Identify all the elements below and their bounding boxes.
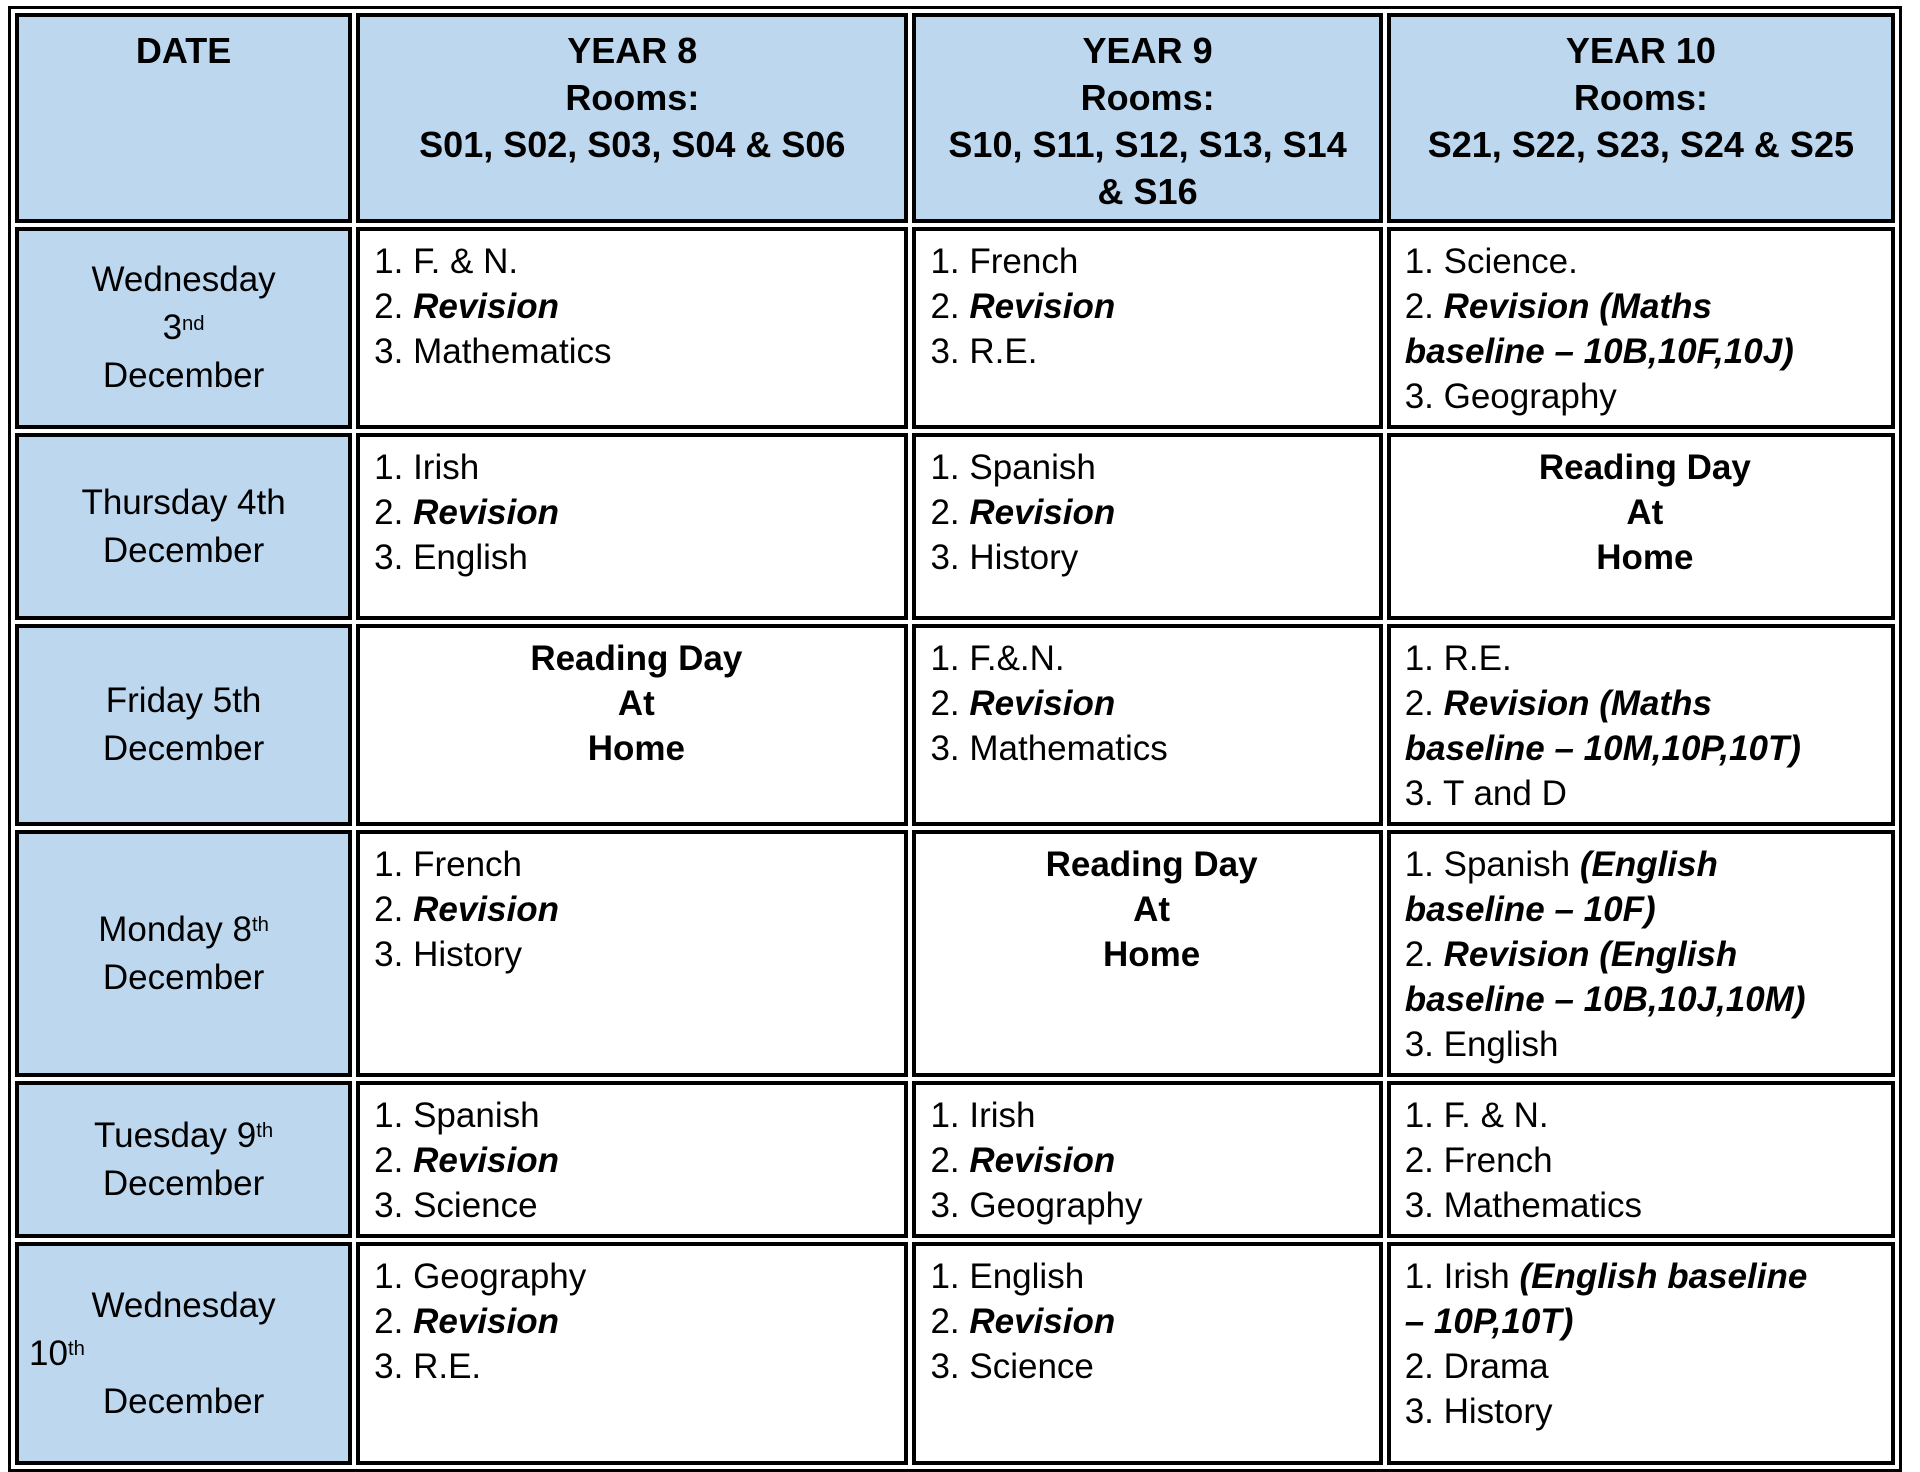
text-segment: 1. Irish — [1404, 1257, 1520, 1296]
exam-list-line — [374, 490, 898, 535]
exam-list-line — [1405, 726, 1885, 771]
schedule-cell — [356, 433, 908, 620]
exam-list-line — [930, 1138, 1372, 1183]
exam-list-line — [930, 1093, 1372, 1138]
text-segment: baseline – 10M,10P,10T) — [1404, 729, 1801, 768]
date-line — [29, 256, 338, 304]
text-segment: 2. — [374, 1302, 414, 1341]
exam-list-line — [930, 1254, 1372, 1299]
timetable-body — [15, 227, 1895, 1465]
text-segment: 2. — [1404, 287, 1444, 326]
text-segment: Revision — [969, 1141, 1116, 1180]
column-header-date — [15, 13, 352, 223]
text-segment: Revision — [969, 684, 1116, 723]
text-segment: Revision — [969, 493, 1116, 532]
text-segment: Revision — [413, 287, 559, 326]
text-segment: Tuesday 9 — [94, 1115, 257, 1155]
schedule-cell — [912, 1242, 1382, 1465]
text-segment: baseline – 10B,10J,10M) — [1404, 980, 1806, 1019]
text-segment: 2. — [374, 493, 414, 532]
text-segment: Friday 5th — [105, 681, 262, 720]
date-line — [29, 1112, 338, 1160]
text-segment: 1. Spanish — [1404, 845, 1580, 884]
exam-list-line — [1405, 1022, 1885, 1067]
text-segment: 3. Science — [930, 1347, 1094, 1386]
text-segment: 1. Science. — [1404, 242, 1578, 281]
exam-list-line — [374, 932, 898, 977]
exam-list-line — [1405, 239, 1885, 284]
exam-list-line — [1405, 284, 1885, 329]
reading-day-line: Home — [1102, 935, 1201, 974]
text-segment: 2. — [930, 493, 970, 532]
text-segment: 1. F.&.N. — [930, 639, 1065, 678]
date-line — [29, 725, 338, 773]
date-cell — [15, 830, 352, 1077]
text-segment: 2. Drama — [1404, 1347, 1549, 1386]
text-segment: Revision (Maths — [1443, 287, 1713, 326]
column-header-year-9 — [912, 13, 1382, 223]
date-line — [29, 1378, 338, 1426]
reading-day-line: Home — [587, 729, 685, 768]
text-segment: 3. History — [930, 538, 1079, 577]
text-segment: baseline – 10F) — [1404, 890, 1656, 929]
text-segment: 3. Science — [374, 1186, 538, 1225]
date-line — [29, 1330, 338, 1378]
date-line — [29, 479, 338, 527]
ordinal-suffix: th — [256, 1120, 274, 1143]
text-segment: 1. French — [374, 845, 523, 884]
exam-list-line — [374, 284, 898, 329]
text-segment: 1. Geography — [374, 1257, 587, 1296]
text-segment: 3 — [162, 308, 183, 347]
table-row — [15, 830, 1895, 1077]
exam-list-line — [374, 887, 898, 932]
text-segment: December — [102, 1381, 265, 1421]
rooms-line: S10, S11, S12, S13, S14 — [948, 124, 1347, 165]
schedule-cell — [1387, 830, 1895, 1077]
schedule-cell — [912, 227, 1382, 429]
text-segment: 2. — [374, 287, 414, 326]
exam-list-line — [374, 535, 898, 580]
text-segment: Revision — [413, 493, 559, 532]
schedule-cell — [1387, 433, 1895, 620]
exam-list-line — [1405, 1183, 1885, 1228]
date-line — [29, 954, 338, 1002]
column-title: YEAR 8 — [567, 30, 698, 71]
date-line — [29, 304, 338, 352]
schedule-cell — [1387, 1242, 1895, 1465]
date-line — [29, 352, 338, 400]
text-segment: Wednesday — [91, 260, 276, 299]
exam-list-line — [1405, 771, 1885, 816]
text-segment: 2. — [1404, 684, 1444, 723]
text-segment: 3. History — [1404, 1392, 1553, 1431]
text-segment: 2. French — [1404, 1141, 1553, 1180]
schedule-cell — [912, 433, 1382, 620]
column-header-year-8 — [356, 13, 908, 223]
rooms-label: Rooms: — [1080, 77, 1215, 118]
exam-list-line — [930, 329, 1372, 374]
rooms-label: Rooms: — [1573, 77, 1708, 118]
rooms-list — [364, 121, 900, 168]
text-segment: Thursday 4th — [81, 482, 286, 522]
date-cell — [15, 1242, 352, 1465]
exam-list-line — [930, 535, 1372, 580]
exam-list-line — [374, 1254, 898, 1299]
exam-timetable — [8, 6, 1902, 1472]
text-segment: Revision — [413, 890, 559, 929]
reading-day-line: At — [1626, 493, 1664, 532]
header-row — [15, 13, 1895, 223]
text-segment: 1. English — [930, 1257, 1085, 1296]
rooms-line: & S16 — [1097, 171, 1198, 212]
column-title: YEAR 10 — [1565, 30, 1716, 71]
text-segment: 3. R.E. — [930, 332, 1038, 371]
exam-list-line — [930, 726, 1372, 771]
schedule-cell — [912, 624, 1382, 826]
schedule-cell — [1387, 227, 1895, 429]
exam-list-line — [930, 445, 1372, 490]
rooms-list — [920, 121, 1374, 215]
text-segment: 3. English — [374, 538, 528, 577]
text-segment: 1. French — [930, 242, 1079, 281]
rooms-list — [1395, 121, 1887, 168]
exam-list-line — [930, 681, 1372, 726]
reading-day-line: At — [617, 684, 655, 723]
exam-list-line — [1405, 1093, 1885, 1138]
exam-list-line — [1405, 932, 1885, 977]
exam-list-line — [374, 1093, 898, 1138]
exam-list-line — [930, 1299, 1372, 1344]
text-segment: 2. — [930, 287, 970, 326]
text-segment: December — [102, 356, 265, 395]
exam-list-line — [1405, 374, 1885, 419]
table-row — [15, 624, 1895, 826]
reading-day-line: At — [1133, 890, 1171, 929]
exam-list-line — [1405, 842, 1885, 887]
text-segment: 1. F. & N. — [1404, 1096, 1549, 1135]
text-segment: 3. History — [374, 935, 522, 974]
exam-list-line — [374, 329, 898, 374]
text-segment: Wednesday — [91, 1285, 276, 1325]
text-segment: 3. Mathematics — [374, 332, 612, 371]
column-title: DATE — [135, 30, 232, 71]
date-cell — [15, 1081, 352, 1238]
table-row — [15, 1081, 1895, 1238]
text-segment: 2. — [1404, 935, 1444, 974]
text-segment: (English baseline — [1519, 1257, 1808, 1296]
text-segment: 1. Irish — [374, 448, 480, 487]
reading-day-line: Reading Day — [1538, 448, 1751, 487]
text-segment: Revision (Maths — [1443, 684, 1713, 723]
text-segment: 1. R.E. — [1404, 639, 1512, 678]
exam-list-line — [1405, 681, 1885, 726]
date-line — [29, 677, 338, 725]
text-segment: 3. Geography — [930, 1186, 1143, 1225]
exam-list-line — [1405, 1344, 1885, 1389]
schedule-cell — [356, 227, 908, 429]
exam-list-line — [930, 239, 1372, 284]
schedule-cell — [356, 1242, 908, 1465]
exam-list-line — [930, 284, 1372, 329]
text-segment: December — [102, 530, 265, 570]
schedule-cell — [356, 830, 908, 1077]
exam-list-line — [1405, 1254, 1885, 1299]
exam-list-line — [930, 1344, 1372, 1389]
text-segment: – 10P,10T) — [1404, 1302, 1574, 1341]
text-segment: 3. T and D — [1404, 774, 1567, 813]
table-row — [15, 1242, 1895, 1465]
text-segment: Revision — [969, 1302, 1116, 1341]
text-segment: 2. — [374, 1141, 414, 1180]
text-segment: 2. — [374, 890, 414, 929]
text-segment: 10 — [29, 1333, 68, 1373]
exam-list-line — [374, 1183, 898, 1228]
schedule-cell — [1387, 1081, 1895, 1238]
text-segment: 2. — [930, 1141, 970, 1180]
text-segment: December — [102, 729, 265, 768]
reading-day-line: Reading Day — [530, 639, 743, 678]
text-segment: 3. Mathematics — [930, 729, 1168, 768]
text-segment: (English — [1579, 845, 1718, 884]
text-segment: baseline – 10B,10F,10J) — [1404, 332, 1794, 371]
exam-list-line — [374, 1344, 898, 1389]
text-segment: 1. Irish — [930, 1096, 1036, 1135]
text-segment: Revision — [969, 287, 1116, 326]
date-line — [29, 527, 338, 575]
ordinal-suffix: th — [67, 1338, 85, 1361]
exam-list-line — [374, 1138, 898, 1183]
schedule-cell — [912, 1081, 1382, 1238]
exam-list-line — [374, 842, 898, 887]
column-header-year-10 — [1387, 13, 1895, 223]
text-segment: 3. English — [1404, 1025, 1559, 1064]
exam-list-line — [930, 636, 1372, 681]
exam-list-line — [1405, 1389, 1885, 1434]
text-segment: Monday 8 — [98, 909, 252, 949]
exam-list-line — [930, 1183, 1372, 1228]
text-segment: 2. — [930, 1302, 970, 1341]
date-cell — [15, 433, 352, 620]
rooms-line: S21, S22, S23, S24 & S25 — [1427, 124, 1854, 165]
date-cell — [15, 227, 352, 429]
text-segment: Revision — [413, 1302, 559, 1341]
schedule-cell — [356, 1081, 908, 1238]
ordinal-suffix: nd — [182, 312, 205, 335]
reading-day-note — [930, 842, 1372, 977]
reading-day-line: Reading Day — [1045, 845, 1258, 884]
text-segment: Revision — [413, 1141, 559, 1180]
schedule-cell — [356, 624, 908, 826]
schedule-cell — [1387, 624, 1895, 826]
exam-list-line — [1405, 1138, 1885, 1183]
date-line — [29, 1282, 338, 1330]
exam-list-line — [374, 1299, 898, 1344]
exam-list-line — [374, 239, 898, 284]
date-line — [29, 1160, 338, 1208]
exam-list-line — [1405, 977, 1885, 1022]
exam-list-line — [1405, 636, 1885, 681]
reading-day-note — [374, 636, 898, 771]
text-segment: 1. F. & N. — [374, 242, 519, 281]
text-segment: 3. Mathematics — [1404, 1186, 1643, 1225]
column-title: YEAR 9 — [1082, 30, 1213, 71]
schedule-cell — [912, 830, 1382, 1077]
text-segment: Revision (English — [1443, 935, 1738, 974]
text-segment: December — [102, 957, 265, 997]
text-segment: 2. — [930, 684, 970, 723]
reading-day-line: Home — [1596, 538, 1694, 577]
table-row — [15, 433, 1895, 620]
reading-day-note — [1405, 445, 1885, 580]
exam-list-line — [1405, 329, 1885, 374]
date-line — [29, 906, 338, 954]
ordinal-suffix: th — [251, 914, 269, 937]
rooms-label: Rooms: — [565, 77, 700, 118]
text-segment: 1. Spanish — [374, 1096, 540, 1135]
text-segment: December — [102, 1163, 265, 1203]
exam-list-line — [1405, 887, 1885, 932]
rooms-line: S01, S02, S03, S04 & S06 — [419, 124, 846, 165]
date-cell — [15, 624, 352, 826]
exam-list-line — [374, 445, 898, 490]
text-segment: 3. R.E. — [374, 1347, 482, 1386]
exam-list-line — [930, 490, 1372, 535]
exam-list-line — [1405, 1299, 1885, 1344]
table-row — [15, 227, 1895, 429]
text-segment: 3. Geography — [1404, 377, 1617, 416]
text-segment: 1. Spanish — [930, 448, 1096, 487]
